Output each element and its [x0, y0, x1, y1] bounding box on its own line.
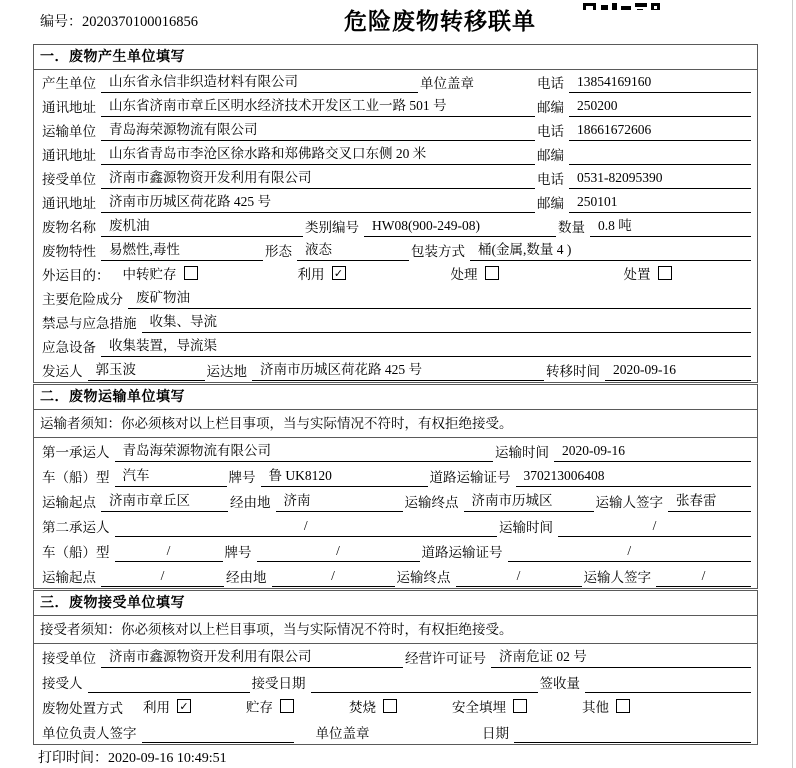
checkbox-store-label: 贮存	[246, 700, 273, 715]
section-producer-title: 一．废物产生单位填写	[34, 45, 757, 70]
vehicle-type-2-label: 车（船）型	[42, 545, 110, 560]
section-transporter	[33, 384, 758, 589]
transport-date-1: 2020-09-16	[554, 443, 751, 462]
checkbox-transit-storage-label: 中转贮存	[122, 267, 177, 282]
second-carrier-label: 第二承运人	[42, 520, 110, 535]
checkbox-other-box	[616, 699, 630, 713]
plate-number-1: 鲁 UK8120	[261, 464, 428, 487]
plate-number-2-label: 牌号	[224, 545, 252, 560]
form-row	[34, 438, 757, 463]
section-producer-rows	[34, 70, 757, 382]
origin-1: 济南市章丘区	[101, 489, 228, 512]
section-receiver-title: 三．废物接受单位填写	[34, 591, 757, 616]
checkbox-treat-label: 处理	[450, 267, 478, 282]
transporter-signature-2-label: 运输人签字	[583, 570, 651, 585]
transfer-date-label: 转移时间	[546, 364, 600, 379]
checkbox-utilize-receiver	[143, 696, 191, 719]
form-row	[34, 118, 757, 142]
checkbox-other-label: 其他	[582, 700, 609, 715]
form-row	[34, 70, 757, 94]
form-row	[34, 563, 757, 588]
terminus-2: /	[456, 568, 582, 587]
receive-date	[311, 690, 538, 693]
producer-unit-name: 山东省永信非织造材料有限公司	[101, 70, 418, 93]
form-row	[34, 142, 757, 166]
destination-label: 运达地	[206, 364, 247, 379]
main-hazard-component-label: 主要危险成分	[42, 292, 123, 307]
receiving-unit-label: 接受单位	[42, 651, 96, 666]
transport-date-2-label: 运输时间	[499, 520, 553, 535]
emergency-equipment-label: 应急设备	[42, 340, 96, 355]
vehicle-type-2: /	[115, 543, 223, 562]
waste-name: 废机油	[101, 214, 303, 237]
checkbox-safe-landfill-box	[513, 699, 527, 713]
checkbox-transit-storage-box	[184, 266, 198, 280]
producer-postcode: 250200	[569, 98, 751, 117]
form-row	[34, 488, 757, 513]
print-time-value: 2020-09-16 10:49:51	[108, 751, 227, 766]
category-code: HW08(900-249-08)	[364, 218, 556, 237]
transporter-address-label: 通讯地址	[42, 148, 96, 163]
unit-head-signature-label: 单位负责人签字	[42, 726, 137, 741]
quantity-label: 数量	[558, 220, 585, 235]
section-transporter-title: 二．废物运输单位填写	[34, 385, 757, 410]
form-row	[34, 538, 757, 563]
receiver-person	[88, 690, 250, 693]
vehicle-type-1-label: 车（船）型	[42, 470, 110, 485]
receiver-postcode: 250101	[569, 194, 751, 213]
main-hazard-component: 废矿物油	[128, 286, 751, 309]
print-time-label: 打印时间：	[38, 751, 108, 766]
checkbox-transit-storage	[123, 263, 198, 286]
packaging-method-label: 包装方式	[411, 244, 465, 259]
form-row	[34, 166, 757, 190]
checkbox-incinerate	[349, 696, 397, 719]
vehicle-type-1: 汽车	[115, 464, 227, 487]
checkbox-safe-landfill-label: 安全填埋	[452, 700, 506, 715]
section-receiver-rows	[34, 644, 757, 744]
producer-phone: 13854169160	[569, 74, 751, 93]
checkbox-dispose-box	[658, 266, 672, 280]
receiver-unit-label: 接受单位	[42, 172, 96, 187]
consignor-label: 发运人	[42, 364, 83, 379]
plate-number-2: /	[257, 543, 420, 562]
physical-form-label: 形态	[265, 244, 292, 259]
checkbox-store	[246, 696, 294, 719]
page-edge-line	[792, 0, 793, 768]
category-code-label: 类别编号	[305, 220, 359, 235]
checkbox-dispose-label: 处置	[623, 267, 651, 282]
waste-characteristics: 易燃性,毒性	[101, 238, 263, 261]
checkbox-safe-landfill	[452, 696, 527, 719]
qr-code-icon	[583, 3, 661, 10]
checkbox-store-box	[280, 699, 294, 713]
section-producer	[33, 44, 758, 383]
form-row	[34, 262, 757, 286]
form-row	[34, 286, 757, 310]
qr-code-fragment	[583, 0, 661, 10]
disposal-method-label: 废物处置方式	[42, 701, 123, 716]
form-row	[34, 719, 757, 744]
received-quantity	[585, 690, 751, 693]
checkbox-utilize-receiver-label: 利用	[143, 700, 170, 715]
form-row	[34, 669, 757, 694]
section-receiver	[33, 590, 758, 745]
first-carrier-label: 第一承运人	[42, 445, 110, 460]
via-1: 济南	[276, 489, 403, 512]
waste-name-label: 废物名称	[42, 220, 96, 235]
unit-head-signature	[142, 740, 294, 743]
taboo-emergency-measures: 收集、导流	[142, 310, 752, 333]
transporter-unit-label: 运输单位	[42, 124, 96, 139]
road-license-1: 370213006408	[516, 468, 752, 487]
road-license-2: /	[508, 543, 752, 562]
first-carrier-name: 青岛海荣源物流有限公司	[115, 439, 494, 462]
quantity: 0.8 吨	[590, 214, 751, 237]
form-row	[34, 513, 757, 538]
checkbox-other	[582, 696, 630, 719]
via-2-label: 经由地	[226, 570, 267, 585]
serial-label: 编号：	[40, 15, 82, 30]
received-quantity-label: 签收量	[539, 676, 580, 691]
receiver-address-label: 通讯地址	[42, 196, 96, 211]
form-row	[34, 358, 757, 382]
second-carrier-name: /	[115, 518, 498, 537]
receiver-phone: 0531-82095390	[569, 170, 751, 189]
form-row	[34, 310, 757, 334]
print-time	[38, 747, 227, 767]
date-field	[514, 740, 751, 743]
receiver-person-label: 接受人	[42, 676, 83, 691]
checkbox-incinerate-box	[383, 699, 397, 713]
waste-transfer-form	[33, 44, 758, 746]
checkbox-treat	[451, 263, 499, 286]
packaging-method: 桶(金属,数量 4 )	[470, 238, 751, 261]
form-row	[34, 94, 757, 118]
physical-form: 液态	[297, 238, 409, 261]
receiver-postcode-label: 邮编	[537, 196, 564, 211]
form-row	[34, 334, 757, 358]
section-transporter-rows	[34, 438, 757, 588]
transporter-signature-2: /	[656, 568, 751, 587]
transfer-date: 2020-09-16	[605, 362, 751, 381]
receiver-address: 济南市历城区荷花路 425 号	[101, 190, 535, 213]
transporter-notice: 运输者须知：你必须核对以上栏目事项，当与实际情况不符时，有权拒绝接受。	[34, 410, 757, 438]
business-license-number: 济南危证 02 号	[491, 645, 751, 668]
producer-unit-label: 产生单位	[42, 76, 96, 91]
checkbox-utilize	[298, 263, 346, 286]
checkbox-incinerate-label: 焚烧	[349, 700, 376, 715]
consignor-name: 郭玉波	[88, 358, 205, 381]
waste-characteristics-label: 废物特性	[42, 244, 96, 259]
origin-2: /	[101, 568, 224, 587]
origin-1-label: 运输起点	[42, 495, 96, 510]
road-license-1-label: 道路运输证号	[429, 470, 511, 485]
checkbox-utilize-box: ✓	[332, 266, 346, 280]
checkbox-utilize-label: 利用	[297, 267, 325, 282]
terminus-1: 济南市历城区	[464, 489, 594, 512]
emergency-equipment: 收集装置，导流渠	[101, 334, 751, 357]
unit-seal-label-receiver: 单位盖章	[315, 726, 370, 741]
terminus-2-label: 运输终点	[396, 570, 451, 585]
road-license-2-label: 道路运输证号	[421, 545, 503, 560]
business-license-label: 经营许可证号	[405, 651, 486, 666]
origin-2-label: 运输起点	[42, 570, 96, 585]
receive-date-label: 接受日期	[251, 676, 306, 691]
producer-postcode-label: 邮编	[537, 100, 564, 115]
transport-date-1-label: 运输时间	[495, 445, 549, 460]
transporter-postcode-label: 邮编	[537, 148, 564, 163]
serial-number	[40, 11, 198, 31]
receiver-phone-label: 电话	[537, 172, 564, 187]
destination: 济南市历城区荷花路 425 号	[252, 358, 544, 381]
producer-phone-label: 电话	[537, 76, 564, 91]
via-1-label: 经由地	[230, 495, 271, 510]
plate-number-1-label: 牌号	[228, 470, 256, 485]
transporter-signature-1: 张春雷	[668, 489, 751, 512]
transport-date-2: /	[558, 518, 751, 537]
form-row	[34, 214, 757, 238]
transfer-purpose-label: 外运目的：	[42, 268, 110, 283]
transporter-postcode	[569, 162, 751, 165]
form-row	[34, 463, 757, 488]
unit-seal-label: 单位盖章	[420, 76, 474, 91]
checkbox-utilize-receiver-box: ✓	[177, 699, 191, 713]
form-row	[34, 190, 757, 214]
receiver-notice: 接受者须知：你必须核对以上栏目事项，当与实际情况不符时，有权拒绝接受。	[34, 616, 757, 644]
form-row	[34, 238, 757, 262]
via-2: /	[272, 568, 395, 587]
page-title: 危险废物转移联单	[344, 9, 536, 34]
transporter-unit-name: 青岛海荣源物流有限公司	[101, 118, 535, 141]
checkbox-treat-box	[485, 266, 499, 280]
producer-address: 山东省济南市章丘区明水经济技术开发区工业一路 501 号	[101, 94, 535, 117]
transporter-phone: 18661672606	[569, 122, 751, 141]
receiving-unit-name: 济南市鑫源物资开发利用有限公司	[101, 645, 403, 668]
taboo-emergency-measures-label: 禁忌与应急措施	[42, 316, 137, 331]
serial-value: 2020370100016856	[82, 14, 198, 30]
form-row	[34, 644, 757, 669]
producer-address-label: 通讯地址	[42, 100, 96, 115]
transporter-signature-1-label: 运输人签字	[595, 495, 663, 510]
checkbox-dispose	[624, 263, 672, 286]
form-row	[34, 694, 757, 719]
date-label: 日期	[482, 726, 509, 741]
transporter-phone-label: 电话	[537, 124, 564, 139]
transporter-address: 山东省青岛市李沧区徐水路和郑佛路交叉口东侧 20 米	[101, 142, 535, 165]
receiver-unit-name: 济南市鑫源物资开发利用有限公司	[101, 166, 535, 189]
terminus-1-label: 运输终点	[404, 495, 459, 510]
